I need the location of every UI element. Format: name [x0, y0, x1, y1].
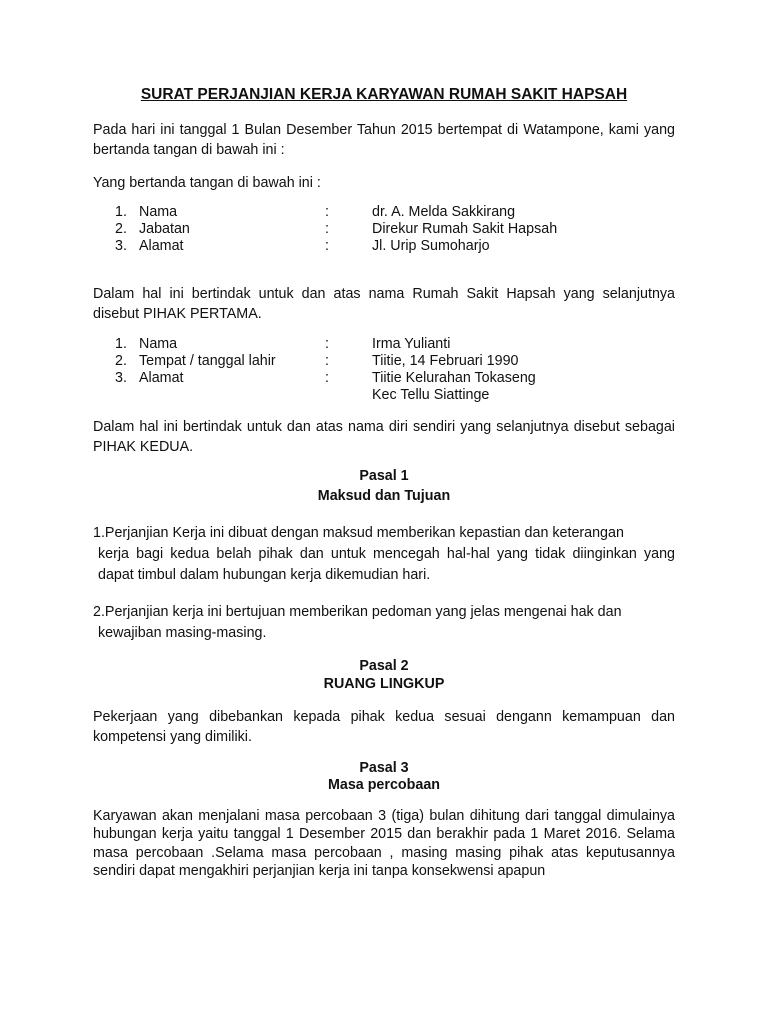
row-value: Tiitie Kelurahan Tokaseng [372, 370, 536, 386]
pasal1-heading: Pasal 1 [359, 468, 409, 484]
party1-row-name [93, 204, 675, 221]
party1-acting-paragraph: Dalam hal ini bertindak untuk dan atas nama Rumah Sakit Hapsah yang selanjutnya disebut PIHAK PERTAMA. [93, 286, 675, 322]
item-continuation: kewajiban masing-masing. [98, 625, 267, 641]
row-value: Jl. Urip Sumoharjo [372, 238, 490, 254]
item-continuation: kerja bagi kedua belah pihak dan untuk mencegah hal-hal yang tidak diinginkan yang dapat timbul dalam hubungan kerja dikemudian hari. [98, 546, 675, 583]
pasal1-item-2 [93, 602, 675, 644]
pasal3-subheading: Masa percobaan [327, 777, 441, 793]
party2-details [93, 336, 675, 406]
party2-acting-paragraph: Dalam hal ini bertindak untuk dan atas nama diri sendiri yang selanjutnya disebut sebagai PIHAK KEDUA. [93, 419, 675, 455]
party1-row-address [93, 238, 675, 255]
item-first-line: 1.Perjanjian Kerja ini dibuat dengan maksud memberikan kepastian dan keterangan [93, 525, 624, 541]
row-value: Tiitie, 14 Februari 1990 [372, 353, 519, 369]
row-colon: : [325, 204, 329, 220]
row-number: 3. [115, 370, 127, 386]
party2-row-name [93, 336, 675, 353]
party1-details [93, 204, 675, 256]
document-title: SURAT PERJANJIAN KERJA KARYAWAN RUMAH SAKIT HAPSAH [140, 86, 628, 103]
pasal3-heading: Pasal 3 [359, 760, 409, 776]
row-colon: : [325, 221, 329, 237]
signed-intro: Yang bertanda tangan di bawah ini : [93, 175, 321, 191]
row-number: 2. [115, 221, 127, 237]
pasal2-subheading: RUANG LINGKUP [323, 676, 445, 692]
party1-row-position [93, 221, 675, 238]
row-number: 2. [115, 353, 127, 369]
row-label: Tempat / tanggal lahir [139, 353, 276, 369]
row-colon: : [325, 353, 329, 369]
row-number: 1. [115, 204, 127, 220]
party2-row-birth [93, 353, 675, 370]
row-label: Jabatan [139, 221, 190, 237]
pasal2-heading: Pasal 2 [359, 658, 409, 674]
row-colon: : [325, 238, 329, 254]
row-value: dr. A. Melda Sakkirang [372, 204, 516, 220]
item-first-line: 2.Perjanjian kerja ini bertujuan memberikan pedoman yang jelas mengenai hak dan [93, 604, 622, 620]
intro-paragraph: Pada hari ini tanggal 1 Bulan Desember Tahun 2015 bertempat di Watampone, kami yang bertanda tangan di bawah ini : [93, 122, 675, 158]
pasal2-paragraph: Pekerjaan yang dibebankan kepada pihak kedua sesuai dengann kemampuan dan kompetensi yang dimiliki. [93, 709, 675, 745]
row-number: 3. [115, 238, 127, 254]
row-label: Alamat [139, 370, 184, 386]
row-label: Nama [139, 204, 178, 220]
pasal1-item-1 [93, 523, 675, 586]
pasal3-paragraph: Karyawan akan menjalani masa percobaan 3 (tiga) bulan dihitung dari tanggal dimulainya hubungan kerja yaitu tanggal 1 Desember 2015 dan berakhir pada 1 Maret 2016. Selama masa percobaan .Selama masa percobaan , masing masing pihak atas keputusannya sendiri dapat mengakhiri perjanjian kerja ini tanpa konsekwensi apapun [93, 808, 675, 879]
row-label: Alamat [139, 238, 184, 254]
row-value: Kec Tellu Siattinge [372, 387, 490, 403]
row-label: Nama [139, 336, 178, 352]
row-value: Direkur Rumah Sakit Hapsah [372, 221, 558, 237]
party2-row-address-line2 [93, 387, 675, 404]
party2-row-address [93, 370, 675, 387]
pasal1-subheading: Maksud dan Tujuan [317, 488, 451, 504]
row-colon: : [325, 336, 329, 352]
row-value: Irma Yulianti [372, 336, 451, 352]
row-colon: : [325, 370, 329, 386]
row-number: 1. [115, 336, 127, 352]
